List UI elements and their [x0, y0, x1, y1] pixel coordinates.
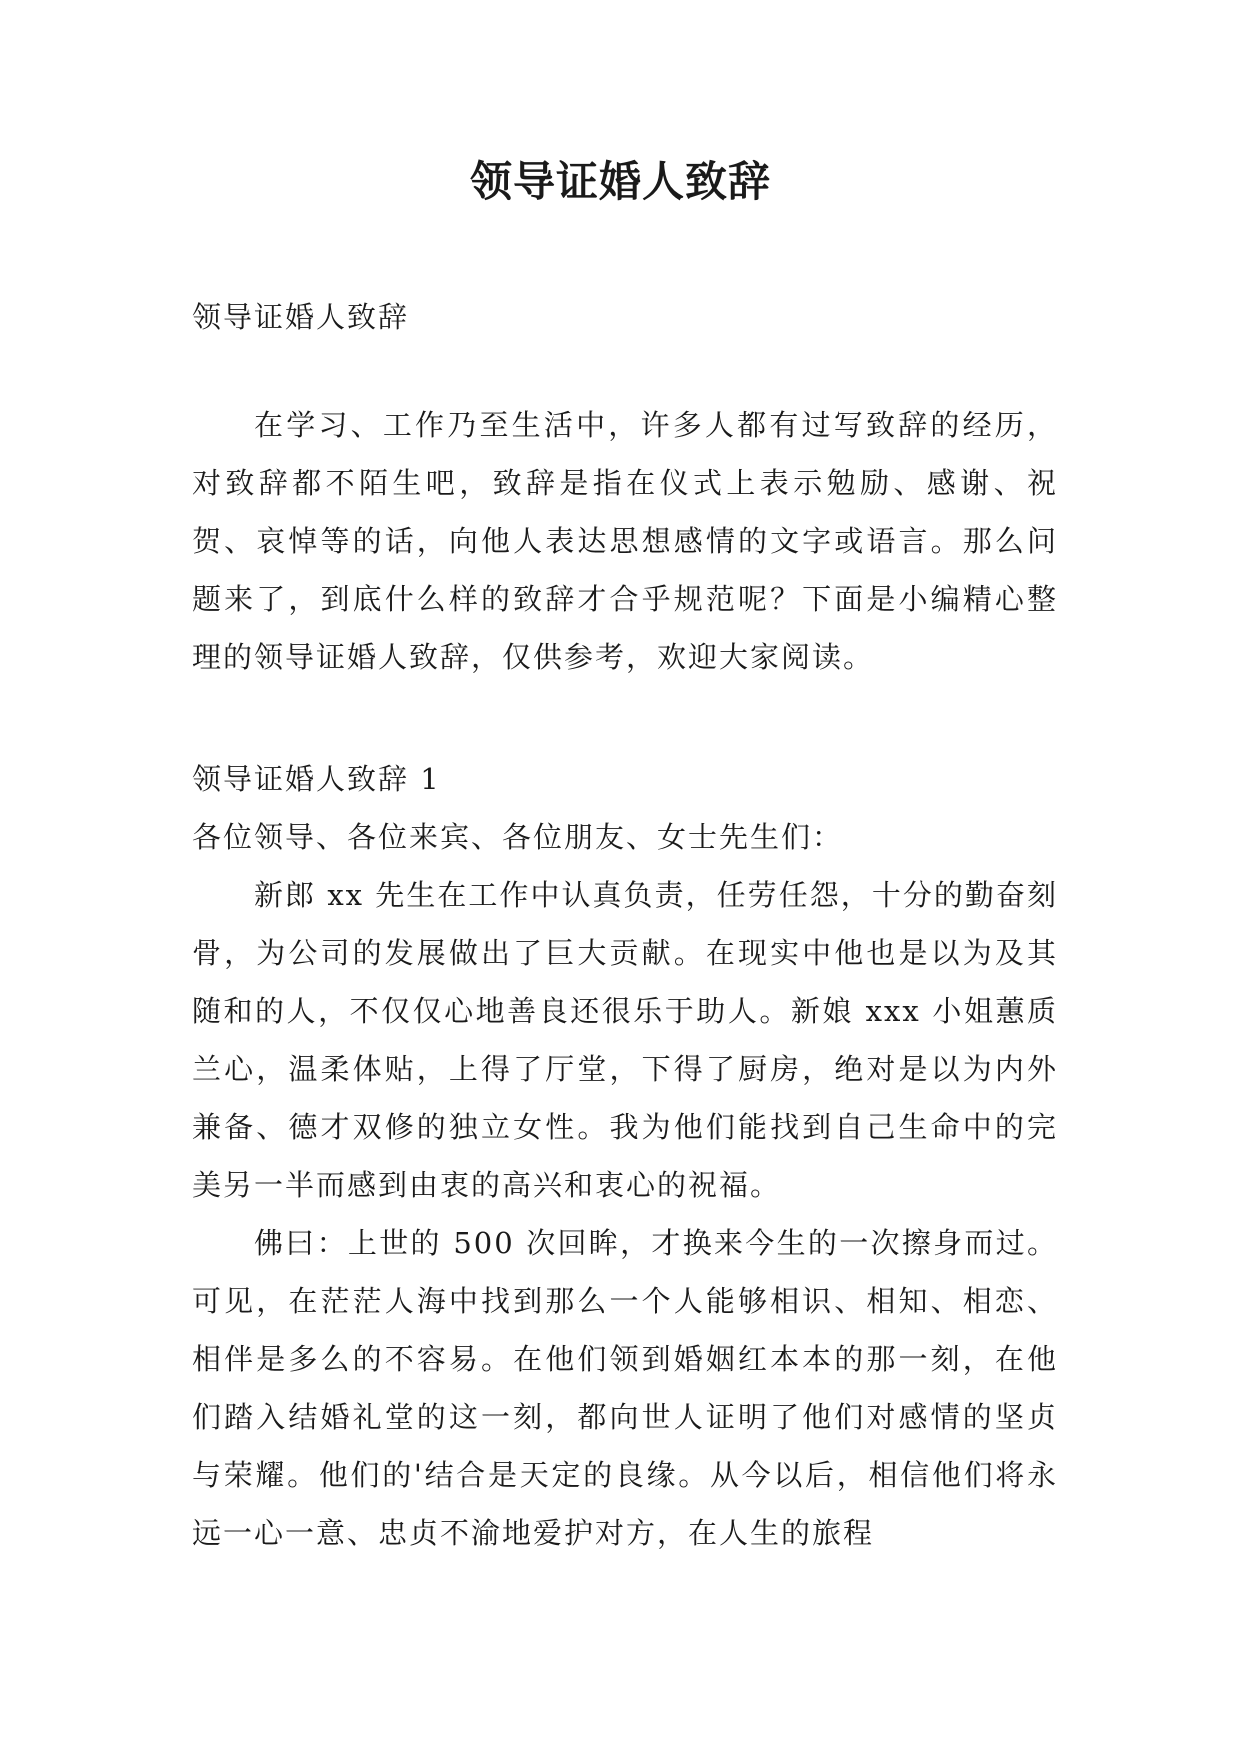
page-title: 领导证婚人致辞: [469, 157, 771, 206]
speech-section: [192, 750, 1058, 1562]
section-heading: 领导证婚人致辞 1: [192, 762, 441, 796]
subtitle-text: 领导证婚人致辞: [192, 300, 410, 334]
speech-paragraph-2: 佛曰：上世的 500 次回眸，才换来今生的一次擦身而过。可见，在茫茫人海中找到那么一个人能够相识、相知、相恋、相伴是多么的不容易。在他们领到婚姻红本本的那一刻，在他们踏入结婚礼堂的这一刻，都向世人证明了他们对感情的坚贞与荣耀。他们的'结合是天定的良缘。从今以后，相信他们将永远一心一意、忠贞不渝地爱护对方，在人生的旅程: [192, 1226, 1058, 1550]
salutation-line: 各位领导、各位来宾、各位朋友、女士先生们：: [192, 820, 844, 854]
intro-paragraph: 在学习、工作乃至生活中，许多人都有过写致辞的经历，对致辞都不陌生吧，致辞是指在仪式上表示勉励、感谢、祝贺、哀悼等的话，向他人表达思想感情的文字或语言。那么问题来了，到底什么样的致辞才合乎规范呢？下面是小编精心整理的领导证婚人致辞，仅供参考，欢迎大家阅读。: [192, 408, 1058, 674]
intro-section: [192, 396, 1058, 686]
speech-paragraph-1: 新郎 xx 先生在工作中认真负责，任劳任怨，十分的勤奋刻骨，为公司的发展做出了巨大贡献。在现实中他也是以为及其随和的人，不仅仅心地善良还很乐于助人。新娘 xxx 小姐蕙质兰心，温柔体贴，上得了厅堂，下得了厨房，绝对是以为内外兼备、德才双修的独立女性。我为他们能找到自己生命中的完美另一半而感到由衷的高兴和衷心的祝福。: [192, 878, 1058, 1202]
document-subtitle: [192, 288, 1058, 346]
